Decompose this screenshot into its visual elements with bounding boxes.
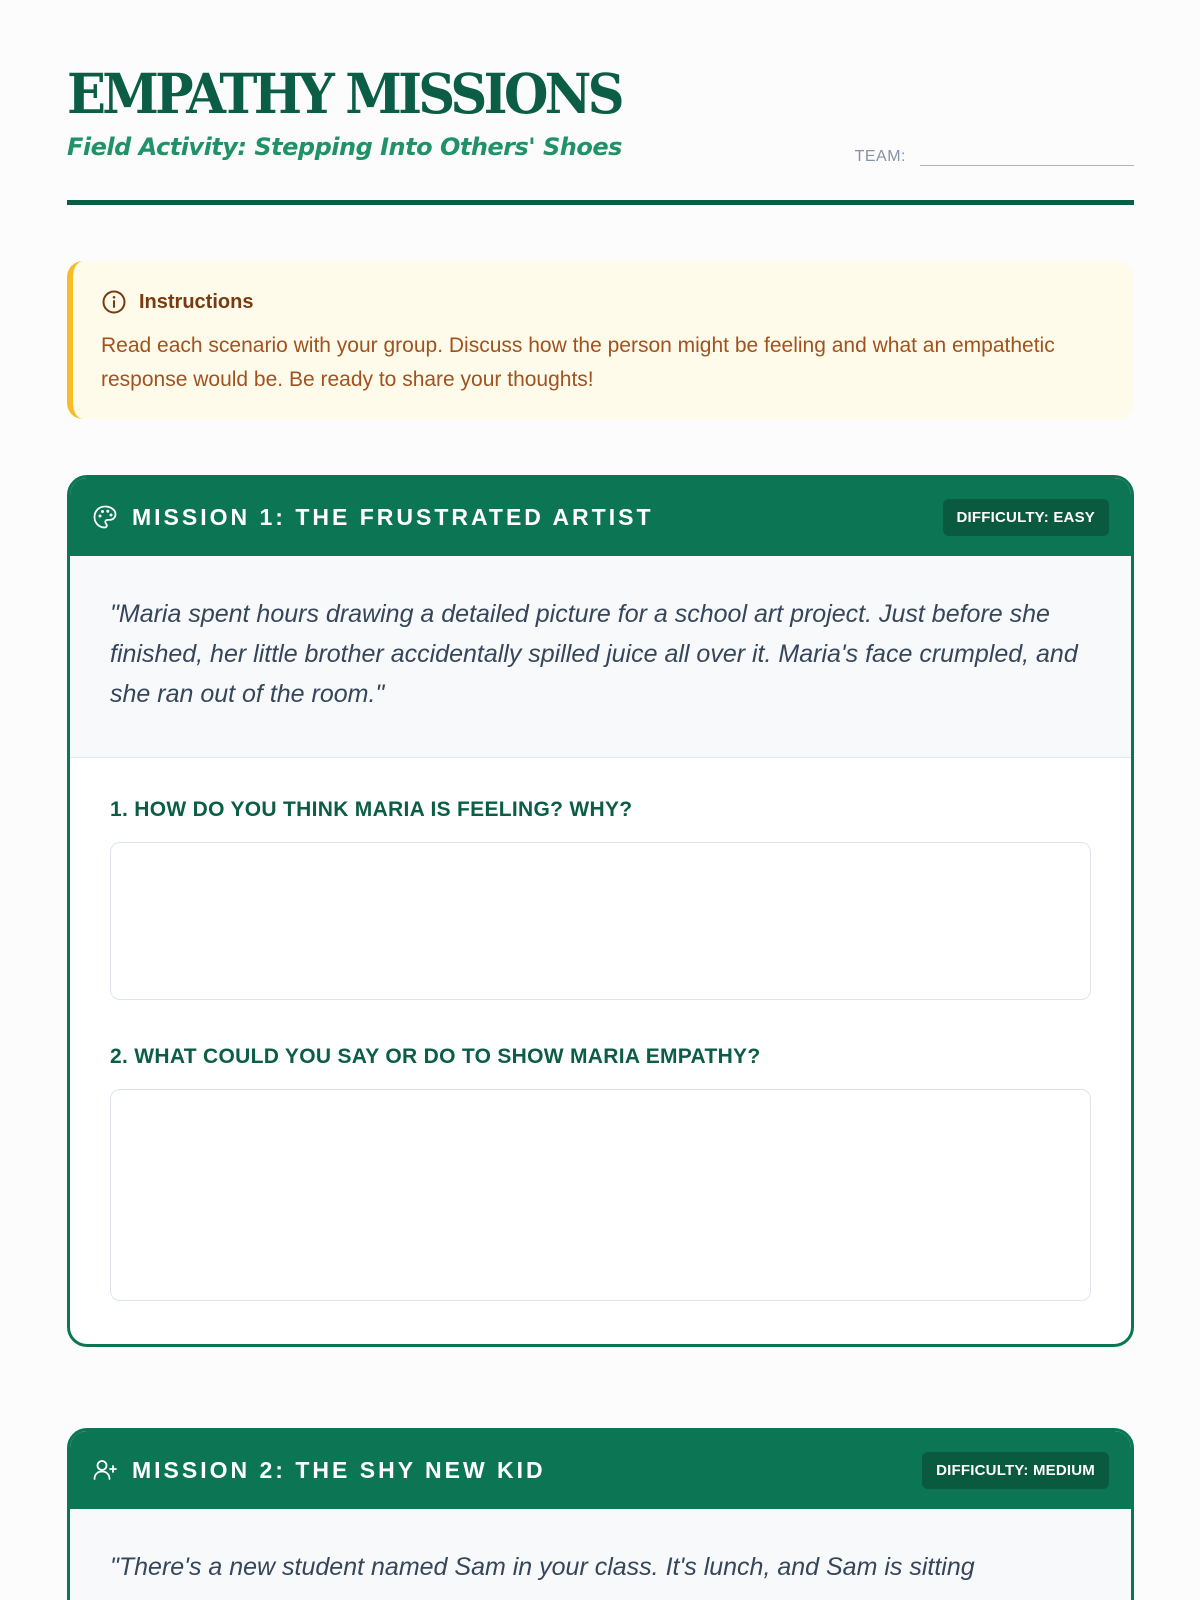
page-title: EMPATHY MISSIONS — [67, 61, 621, 126]
instructions-box — [67, 261, 1134, 419]
page-subtitle: Field Activity: Stepping Into Others' Shoes — [67, 133, 622, 161]
user-plus-icon — [92, 1457, 118, 1483]
mission-title: MISSION 1: THE FRUSTRATED ARTIST — [132, 503, 654, 530]
mission-card-1 — [67, 475, 1134, 1347]
mission-title: MISSION 2: THE SHY NEW KID — [132, 1456, 546, 1483]
answer-box-2[interactable] — [110, 1089, 1091, 1301]
difficulty-badge: DIFFICULTY: EASY — [943, 499, 1109, 536]
scenario-text: "Maria spent hours drawing a detailed picture for a school art project. Just before she finished, her little brother accidentally spilled juice all over it. Maria's face crumpled, and she ran out of the room." — [70, 556, 1131, 758]
questions-section — [70, 758, 1131, 1301]
scenario-text: "There's a new student named Sam in your class. It's lunch, and Sam is sitting — [70, 1509, 1131, 1600]
header-divider — [67, 200, 1134, 205]
info-icon — [101, 289, 127, 315]
answer-box-1[interactable] — [110, 842, 1091, 1000]
mission-card-2 — [67, 1428, 1134, 1600]
team-field — [855, 148, 1134, 166]
mission-header — [70, 478, 1131, 556]
question-1-label: 1. HOW DO YOU THINK MARIA IS FEELING? WHY? — [110, 798, 633, 821]
team-label: TEAM: — [854, 148, 906, 165]
difficulty-badge: DIFFICULTY: MEDIUM — [922, 1452, 1109, 1489]
page-header — [67, 61, 1134, 165]
team-input-line[interactable] — [920, 165, 1134, 166]
mission-header — [70, 1431, 1131, 1509]
instructions-title: Instructions — [139, 290, 254, 313]
instructions-text: Read each scenario with your group. Discuss how the person might be feeling and what an empathetic response would be. Be ready to share your thoughts! — [101, 334, 1055, 391]
palette-icon — [92, 504, 118, 530]
question-2-label: 2. WHAT COULD YOU SAY OR DO TO SHOW MARIA EMPATHY? — [110, 1045, 761, 1068]
